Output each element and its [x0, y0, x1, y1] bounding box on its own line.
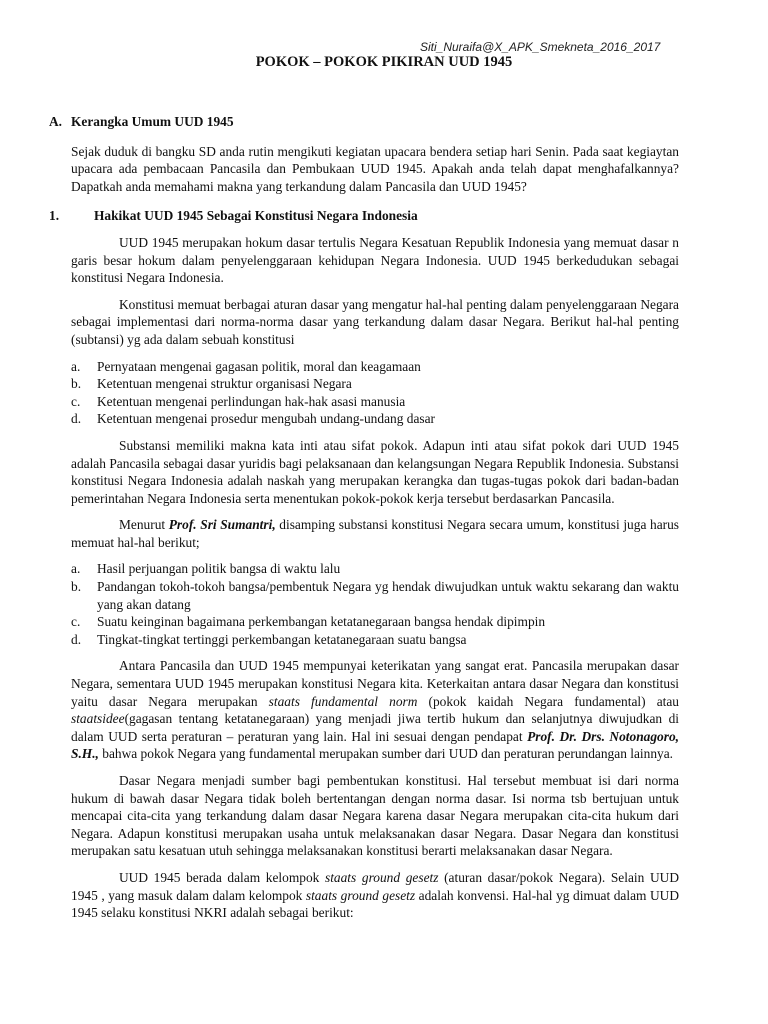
list-text: Suatu keinginan bagaimana perkembangan ketatanegaraan bangsa hendak dipimpin [97, 614, 546, 630]
list-text: Ketentuan mengenai prosedur mengubah undang-undang dasar [97, 411, 436, 427]
list-marker: c. [71, 393, 81, 409]
section-a-number: A. [49, 114, 63, 129]
page-title: POKOK – POKOK PIKIRAN UUD 1945 [255, 54, 513, 70]
p7-text-a: UUD 1945 berada dalam kelompok [119, 869, 325, 885]
list-text: Pernyataan mengenai gagasan politik, moral dan keagamaan [97, 358, 421, 374]
paragraph-7 [71, 869, 679, 922]
list-item [71, 578, 679, 613]
list-item [71, 358, 679, 376]
list-item [71, 410, 679, 428]
list-text: Ketentuan mengenai perlindungan hak-hak asasi manusia [97, 393, 406, 409]
list-marker: d. [71, 631, 82, 647]
term-staats-fundamental-norm: staats fundamental norm [268, 693, 418, 709]
list-marker: c. [71, 614, 81, 630]
term-staats-ground-gesetz-2: staats ground gesetz [305, 887, 416, 903]
list-item [71, 375, 679, 393]
p4-text-end: disamping substansi konstitusi Negara secara umum, konstitusi juga harus memuat hal-hal berikut; [71, 517, 679, 550]
p5-text-d: bahwa pokok Negara yang fundamental merupakan sumber dari UUD dan peraturan perundangan lainnya. [98, 746, 674, 762]
list-marker: b. [71, 579, 82, 595]
sub1-title: Hakikat UUD 1945 Sebagai Konstitusi Negara Indonesia [94, 208, 418, 224]
list-text: Tingkat-tingkat tertinggi perkembangan ketatanegaraan suatu bangsa [97, 631, 467, 647]
paragraph-1: UUD 1945 merupakan hokum dasar tertulis Negara Kesatuan Republik Indonesia yang memuat dasar n garis besar hokum dalam penyelenggaraan kehidupan Negara Indonesia. UUD 1945 berkedudukan sebagai konstitusi Negara Indonesia. [71, 234, 679, 286]
paragraph-2: Konstitusi memuat berbagai aturan dasar yang mengatur hal-hal penting dalam penyelenggaraan Negara sebagai implementasi dari norma-norma dasar yang terkandung dalam dasar Negara. Berikut hal-hal penting (subtansi) yg ada dalam sebuah konstitusi [71, 296, 679, 347]
author-name-sumantri: Prof. Sri Sumantri, [168, 517, 276, 533]
paragraph-5 [71, 657, 679, 763]
p7-text-c: adalah konvensi. Hal-hal yg dimuat dalam UUD 1945 selaku konstitusi NKRI adalah sebagai berikut: [71, 887, 679, 921]
list-marker: a. [71, 358, 81, 374]
section-a-heading [49, 113, 679, 131]
author-name-notonagoro: Prof. Dr. Drs. Notonagoro, S.H., [71, 728, 679, 762]
paragraph-3: Substansi memiliki makna kata inti atau sifat pokok. Adapun inti atau sifat pokok dari UUD 1945 adalah Pancasila sebagai dasar yuridis bagi pelaksanaan dan kelangsungan Negara Republik Indonesia. Substansi konstitusi Negara Indonesia adalah naskah yang merupakan kerangka dan tugas-tugas pokok dari badan-badan pemerintahan Negara Indonesia serta menentukan pokok-pokok kerja tersebut berdasarkan Pancasila. [71, 437, 679, 506]
paragraph-4 [71, 516, 679, 551]
term-staatsidee: staatsidee [71, 711, 125, 727]
p7-text-b: (aturan dasar/pokok Negara). Selain UUD 1945 , yang masuk dalam dalam kelompok [71, 869, 679, 903]
header-note: Siti_Nuraifa@X_APK_Smekneta_2016_2017 [420, 40, 661, 54]
sub1-number: 1. [49, 208, 60, 224]
paragraph-6: Dasar Negara menjadi sumber bagi pembentukan konstitusi. Hal tersebut membuat isi dari norma hukum di bawah dasar Negara tidak boleh bertentangan dengan norma dasar. Isi norma tsb bertujuan untuk mencapai cita-cita yang terkandung dalam dasar Negara karena dasar Negara merupakan cita-cita hukum dari Negara. Adapun konstitusi merupakan usaha untuk melaksanakan dasar Negara. Dasar Negara dan konstitusi merupakan satu kesatuan utuh sehingga melaksanakan konstitusi berarti melaksanakan dasar Negara. [71, 773, 679, 859]
p4-text-start: Menurut [119, 517, 169, 533]
section-a-intro: Sejak duduk di bangku SD anda rutin mengikuti kegiatan upacara bendera setiap hari Senin. Pada saat kegiaytan upacara ada pembacaan Pancasila dan Pembukaan UUD 1945. Apakah anda telah dapat menghafalkannya? Dapatkah anda memahami makna yang terkandung dalam Pancasila dan UUD 1945? [71, 143, 679, 194]
p5-text-b: (pokok kaidah Negara fundamental) atau [417, 693, 680, 709]
list-item [71, 560, 679, 578]
list-marker: d. [71, 411, 82, 427]
p5-text-a: Antara Pancasila dan UUD 1945 mempunyai keterikatan yang sangat erat. Pancasila merupakan dasar Negara, sementara UUD 1945 merupakan konstitusi Negara kita. Keterkaitan antara dasar Negara dan konstitusi yaitu dasar Negara merupakan [71, 658, 679, 709]
list-item [71, 393, 679, 411]
list-marker: a. [71, 561, 81, 577]
list-text: Ketentuan mengenai struktur organisasi Negara [97, 376, 352, 392]
document-body [49, 113, 679, 922]
list-item [71, 631, 679, 649]
list-text: Hasil perjuangan politik bangsa di waktu lalu [97, 561, 341, 577]
section-a-title: Kerangka Umum UUD 1945 [71, 114, 234, 129]
list-marker: b. [71, 376, 82, 392]
list-text: Pandangan tokoh-tokoh bangsa/pembentuk Negara yg hendak diwujudkan untuk waktu sekarang dan waktu yang akan datang [97, 579, 679, 612]
term-staats-ground-gesetz: staats ground gesetz [324, 869, 439, 885]
constitution-content-list [49, 560, 679, 648]
substance-list [49, 358, 679, 428]
p5-text-c: (gagasan tentang ketatanegaraan) yang menjadi jiwa tertib hukum dan selanjutnya diwujudkan di dalam UUD serta peraturan – peraturan yang lain. Hal ini sesuai dengan pendapat [71, 711, 679, 744]
list-item [71, 613, 679, 631]
sub1-heading [49, 207, 679, 225]
